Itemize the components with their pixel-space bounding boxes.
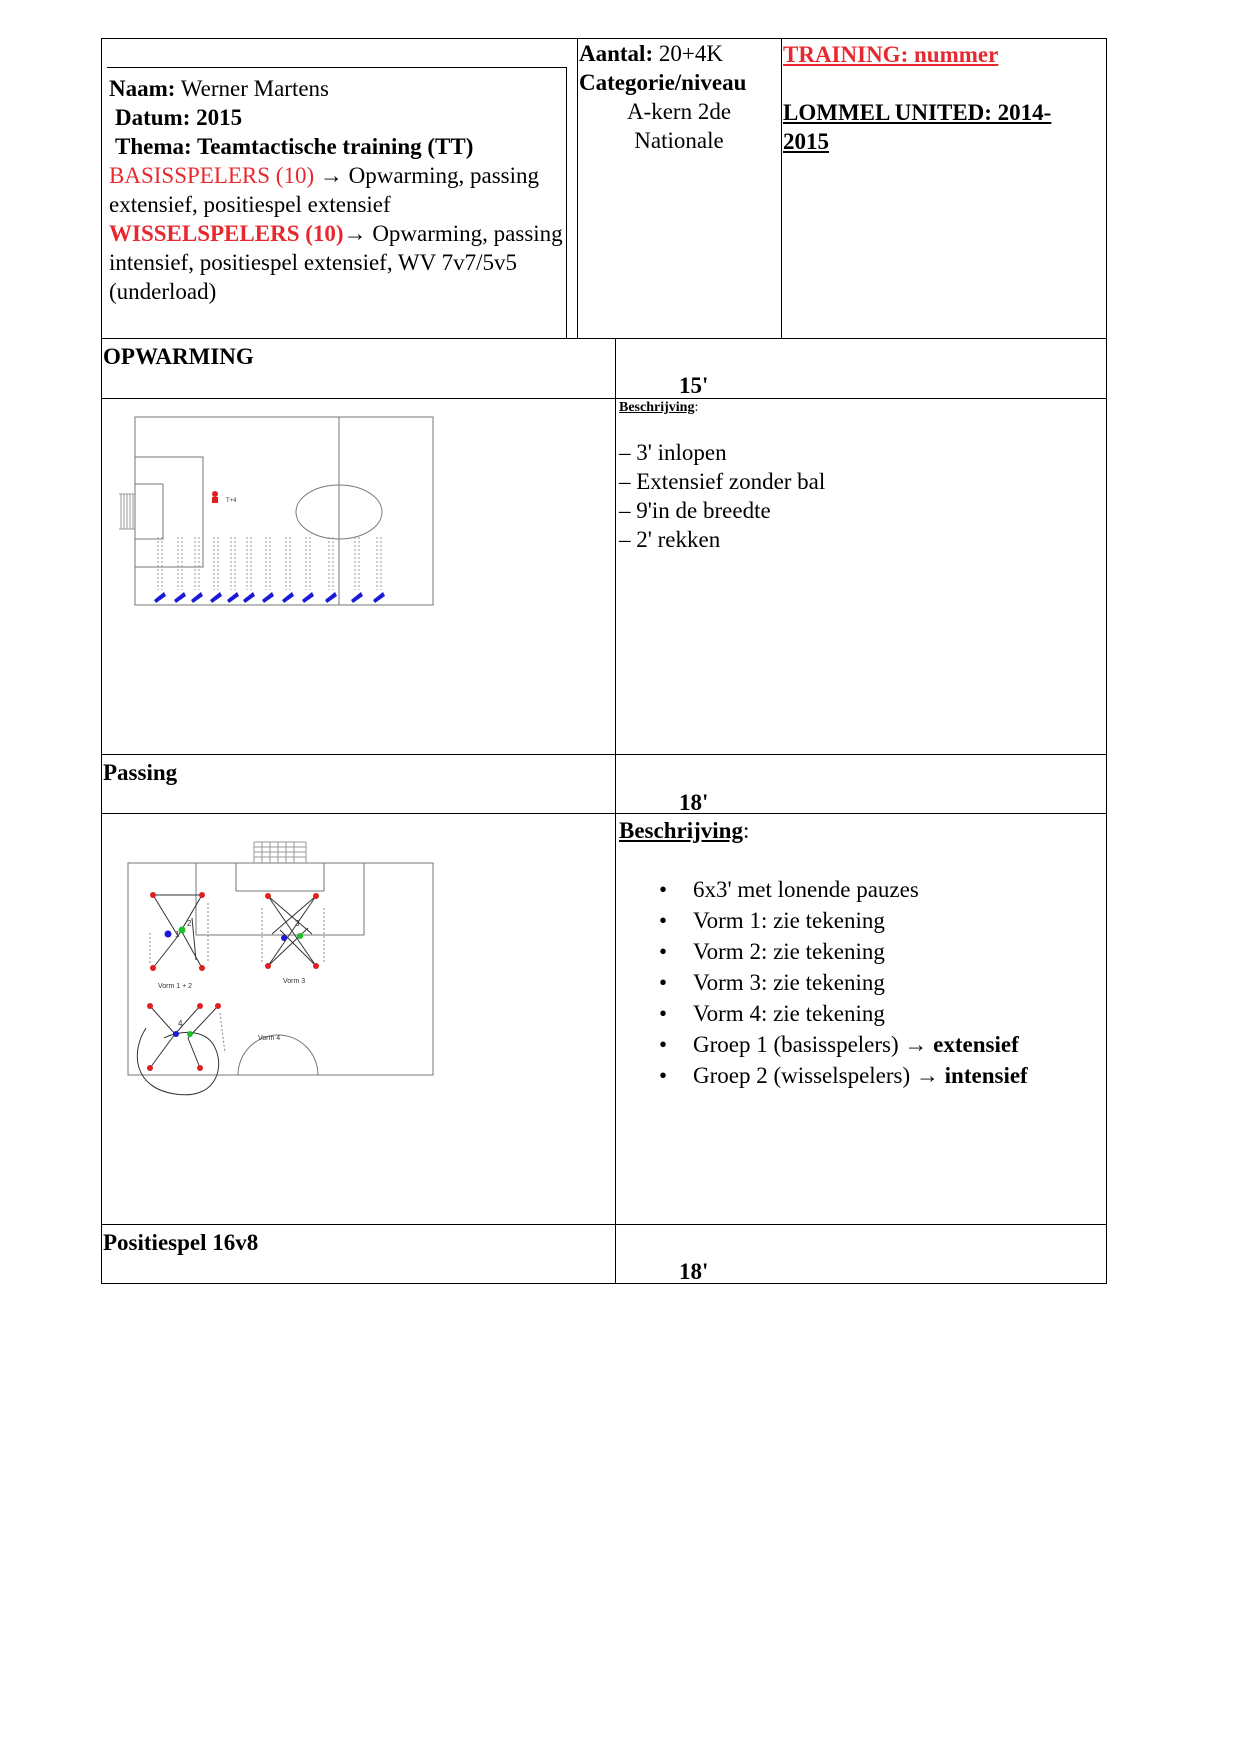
cone-marker (265, 893, 271, 899)
blue-player-4 (173, 1031, 179, 1037)
row-line-1 (101, 338, 1107, 339)
header-col-divider-2 (781, 38, 782, 339)
player-icon (302, 592, 314, 603)
section-title-opwarming: OPWARMING (103, 344, 254, 369)
player-icon (325, 592, 337, 603)
categorie-value-1: A-kern 2de (626, 99, 732, 124)
opwarming-item-4: – 2' rekken (619, 527, 721, 552)
cone-marker (147, 1065, 153, 1071)
label-vorm4: Vorm 4 (258, 1035, 281, 1042)
label-vorm3: Vorm 3 (283, 978, 306, 985)
passing-items (619, 874, 1105, 1091)
row-line-4 (101, 813, 1107, 814)
cone-marker (197, 1003, 203, 1009)
header-inner-top (107, 67, 567, 68)
player-icon (191, 592, 203, 603)
goal-icon (119, 494, 135, 529)
header-right-cell (783, 40, 1083, 156)
groep2-bold: intensief (944, 1063, 1028, 1088)
aantal-line (579, 39, 779, 68)
player-icon (243, 592, 255, 603)
label-vorm12: Vorm 1 + 2 (158, 983, 193, 990)
opwarming-item-2: – Extensief zonder bal (619, 469, 826, 494)
passing-item-2: • Vorm 1: zie tekening (619, 905, 1105, 936)
passing-description (619, 816, 1105, 1091)
groep1-bold: extensief (933, 1032, 1019, 1057)
label-3: 3 (295, 919, 300, 928)
aantal-value: 20+4K (653, 41, 723, 66)
opwarming-desc-heading (619, 400, 1099, 416)
player-icon (373, 592, 385, 603)
section-col-divider (615, 338, 616, 1284)
club-season-label: LOMMEL UNITED: 2014-2015 (783, 100, 1052, 154)
player-icon (154, 592, 166, 603)
penalty-area (196, 863, 364, 935)
passing-item-4: • Vorm 3: zie tekening (619, 967, 1105, 998)
passing-diagram (120, 838, 450, 1103)
section-duration-positiespel: 18' (679, 1259, 709, 1284)
thema: Thema: Teamtactische training (TT) (115, 134, 474, 159)
field-outline (135, 417, 433, 605)
cone-marker (147, 1003, 153, 1009)
row-line-5 (101, 1224, 1107, 1225)
green-player-4 (187, 1031, 193, 1037)
passing-item-1: • 6x3' met lonende pauzes (619, 874, 1105, 905)
player-icon (262, 592, 274, 603)
vorm4-loop-path (137, 1028, 218, 1095)
passing-desc-heading (619, 816, 1105, 845)
header-middle-cell (579, 39, 779, 155)
naam-value: Werner Martens (180, 76, 330, 101)
player-icon (174, 592, 186, 603)
green-player-1 (179, 927, 186, 934)
passing-item-groep1 (619, 1029, 1105, 1060)
label-2: 2 (187, 919, 192, 928)
cone-marker (197, 1065, 203, 1071)
passing-item-3: • Vorm 2: zie tekening (619, 936, 1105, 967)
row-line-2 (101, 398, 1107, 399)
opwarming-item-1: – 3' inlopen (619, 440, 727, 465)
groep2-text: Groep 2 (wisselspelers) → (693, 1063, 945, 1088)
opwarming-description (619, 400, 1099, 554)
cone-marker (313, 963, 319, 969)
cone-marker (199, 965, 205, 971)
section-title-positiespel: Positiespel 16v8 (103, 1230, 259, 1255)
naam-label: Naam: (109, 76, 176, 101)
label-1: 1 (175, 930, 180, 939)
passing-item-5: • Vorm 4: zie tekening (619, 998, 1105, 1029)
table-border-right (1106, 38, 1107, 1284)
player-icon (227, 592, 239, 603)
player-icon (351, 592, 363, 603)
basisspelers-line (109, 161, 564, 219)
section-duration-passing: 18' (679, 790, 709, 815)
coach-icon (212, 491, 237, 504)
training-number-label: TRAINING: nummer (783, 42, 999, 67)
groep1-text: Groep 1 (basisspelers) → (693, 1032, 934, 1057)
opwarming-diagram (115, 412, 440, 612)
cone-marker (313, 893, 319, 899)
wisselspelers-line (109, 219, 564, 306)
cone-marker (150, 965, 156, 971)
naam-line (109, 74, 564, 103)
header-inner-right (566, 67, 567, 339)
opwarming-items (619, 438, 1099, 554)
section-duration-opwarming: 15' (679, 373, 709, 398)
categorie-label: Categorie/niveau (579, 70, 747, 95)
goal-area (236, 863, 324, 891)
aantal-label: Aantal: (579, 41, 654, 66)
section-title-passing: Passing (103, 760, 178, 785)
penalty-area (135, 457, 203, 567)
label-4: 4 (178, 1019, 183, 1028)
table-border-left (101, 38, 102, 1284)
opwarming-desc-colon: : (694, 400, 699, 415)
wisselspelers-text: → Opwarming, passing intensief, positiespel extensief, WV 7v7/5v5 (underload) (109, 221, 563, 304)
passing-item-groep2 (619, 1060, 1105, 1091)
wisselspelers-label: WISSELSPELERS (10) (109, 221, 344, 246)
blue-player-1 (165, 931, 172, 938)
row-line-3 (101, 754, 1107, 755)
green-player-3 (297, 933, 303, 939)
categorie-value-2: Nationale (634, 128, 724, 153)
blue-player-3 (281, 935, 287, 941)
cone-marker (150, 892, 156, 898)
cone-marker (265, 963, 271, 969)
player-icon (282, 592, 294, 603)
basisspelers-text: → Opwarming, passing extensief, positiespel extensief (109, 163, 539, 217)
goal-icon (254, 842, 306, 863)
header-col-divider-1 (577, 38, 578, 339)
cone-marker (215, 1003, 221, 1009)
header-left-cell (109, 74, 564, 306)
cone-marker (199, 892, 205, 898)
player-icon (210, 592, 222, 603)
goal-area (135, 484, 163, 539)
coach-label: T+4 (226, 498, 237, 504)
passing-desc-label: Beschrijving (619, 818, 743, 843)
datum: Datum: 2015 (115, 105, 243, 130)
table-border-bottom (101, 1283, 1107, 1284)
passing-desc-colon: : (742, 818, 750, 843)
opwarming-item-3: – 9'in de breedte (619, 498, 771, 523)
opwarming-desc-label: Beschrijving (619, 400, 695, 415)
basisspelers-label: BASISSPELERS (10) (109, 163, 315, 188)
